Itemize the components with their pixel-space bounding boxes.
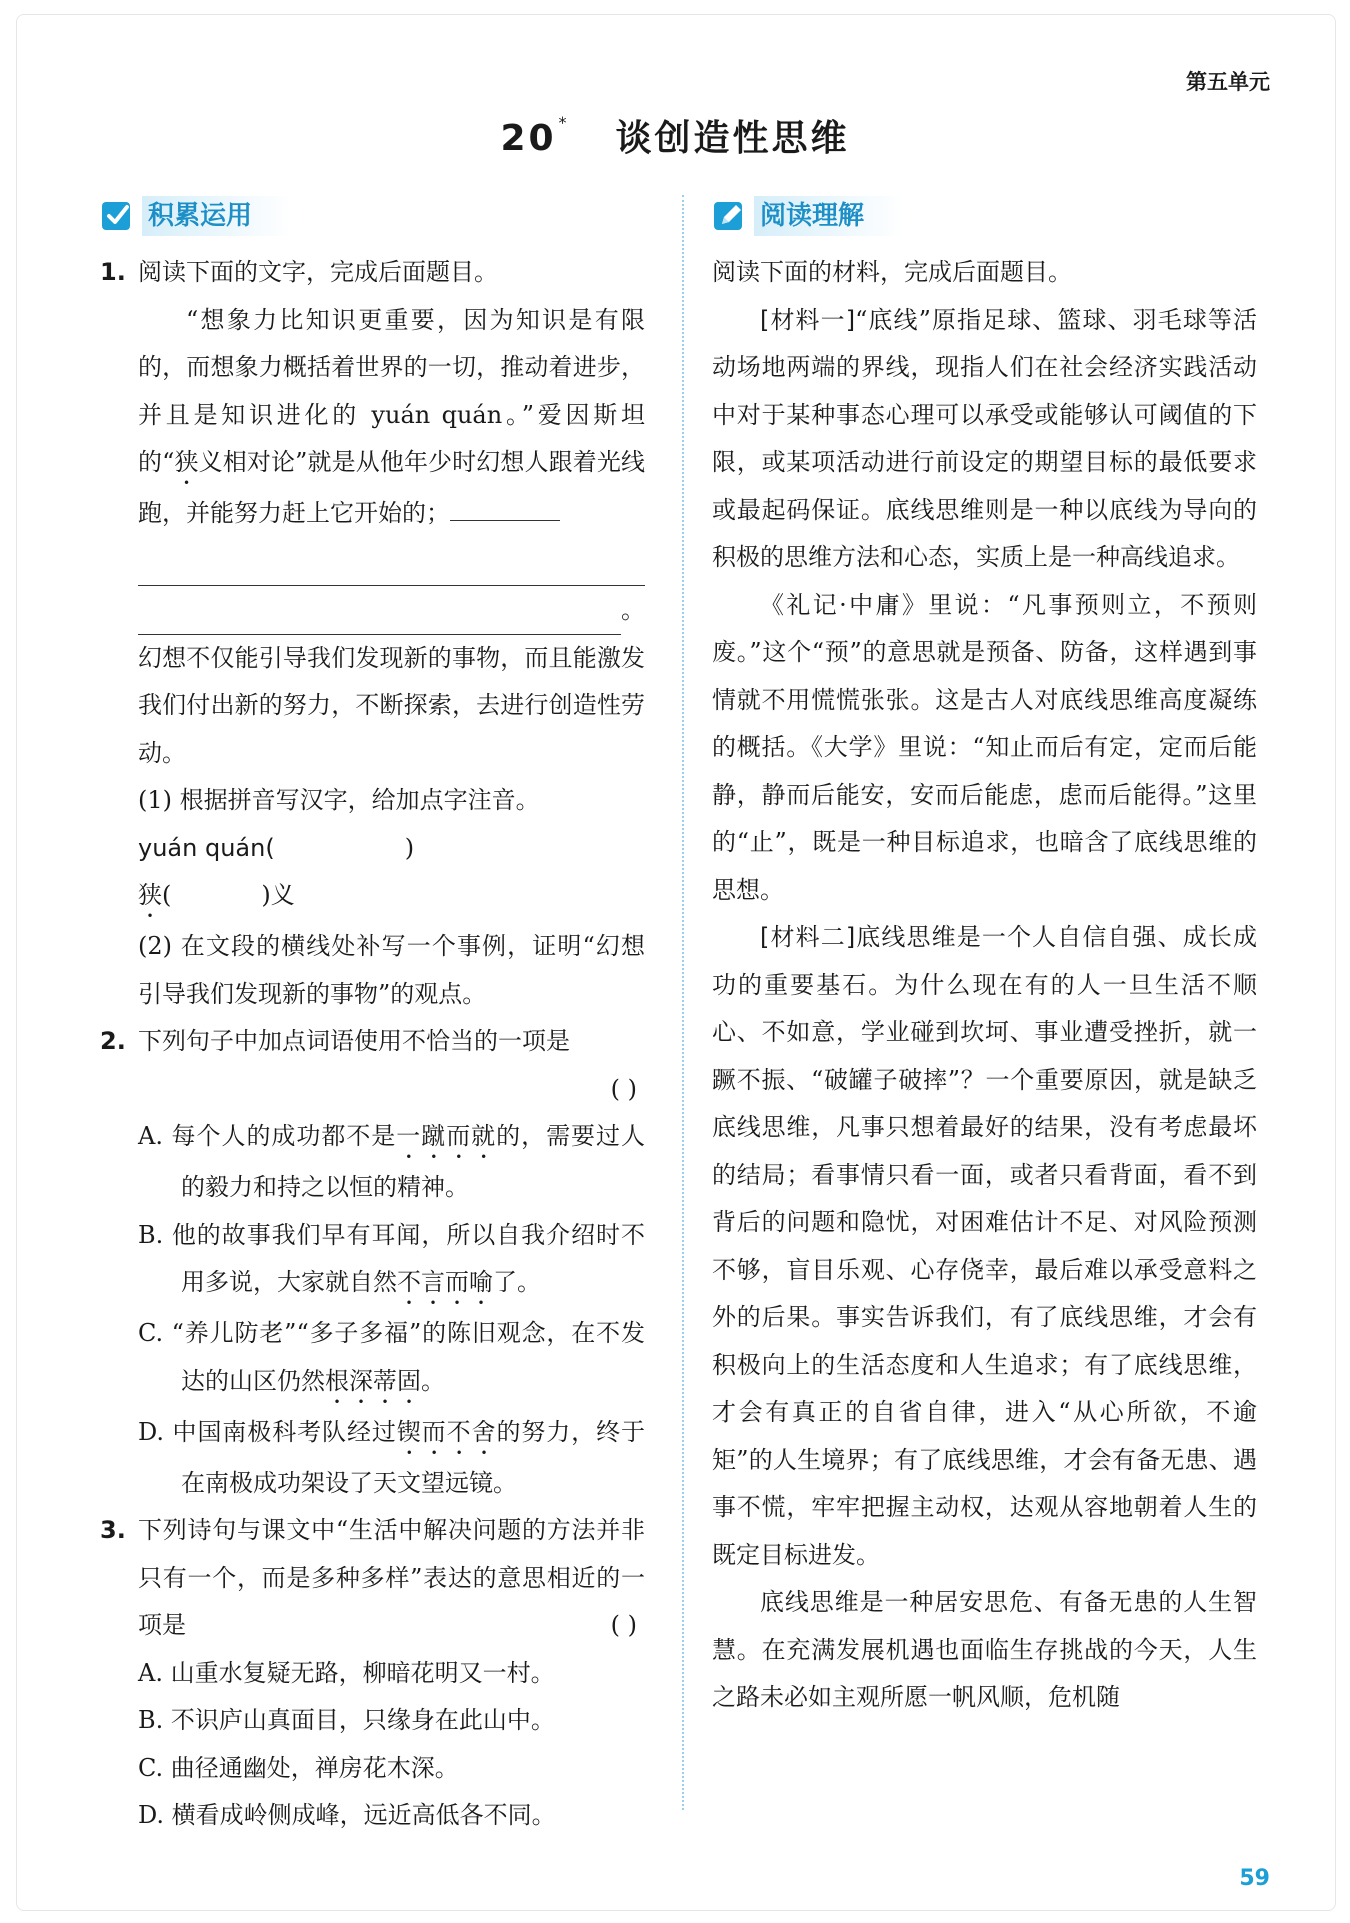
question-2 [100, 1018, 645, 1507]
checkbox-pencil-icon [100, 198, 136, 234]
char-pinyin-row: 狭( )义 [138, 881, 295, 909]
option-b[interactable]: B. 不识庐山真面目，只缘身在此山中。 [138, 1706, 555, 1734]
material-2-paragraph-2: 底线思维是一种居安思危、有备无患的人生智慧。在充满发展机遇也面临生存挑战的今天，人生之路未必如主观所愿一帆风顺，危机随 [712, 1588, 1257, 1711]
question-stem: 阅读下面的文字，完成后面题目。 [138, 258, 498, 286]
sub-question-2: (2) 在文段的横线处补写一个事例，证明“幻想引导我们发现新的事物”的观点。 [138, 932, 645, 1008]
material-1-paragraph-2: 《礼记·中庸》里说：“凡事预则立，不预则废。”这个“预”的意思就是预备、防备，这样遇到事情就不用慌慌张张。这是古人对底线思维高度凝练的概括。《大学》里说：“知止而后有定，定而后能静，静而后能安，安而后能虑，虑而后能得。”这里的“止”，既是一种目标追求，也暗含了底线思维的思想。 [712, 590, 1257, 904]
lesson-title-row [0, 110, 1350, 161]
question-1 [100, 249, 645, 1018]
material-1-tag: [材料一] [760, 305, 856, 334]
option-c[interactable]: C. 曲径通幽处，禅房花木深。 [138, 1753, 459, 1782]
lesson-number: 20 * [500, 113, 570, 159]
option-c[interactable]: C. “养儿防老”“多子多福”的陈旧观念，在不发达的山区仍然根深蒂固。 [138, 1319, 645, 1395]
lesson-title: 谈创造性思维 [615, 118, 850, 159]
section-title: 积累运用 [142, 196, 292, 236]
section-header-accumulation [100, 195, 645, 237]
right-column [712, 195, 1257, 1722]
passage-text: “想象力比知识更重要，因为知识是有限的，而想象力概括着世界的一切，推动着进步，并且是知识进化的 yuán quán。”爱因斯坦的“狭义相对论”就是从他年少时幻想人跟着光线跑，并能努力赶上它开始的； [138, 305, 645, 527]
answer-paren[interactable]: ( ) [610, 1074, 637, 1103]
section-header-reading [712, 195, 1257, 237]
column-divider [682, 195, 684, 1810]
question-stem: 下列句子中加点词语使用不恰当的一项是 [138, 1027, 570, 1055]
question-3 [100, 1507, 645, 1840]
section-title: 阅读理解 [754, 196, 904, 236]
question-number: 1. [100, 258, 126, 286]
pencil-note-icon [712, 198, 748, 234]
lesson-mark: * [558, 113, 570, 132]
answer-paren[interactable]: ( ) [610, 1611, 637, 1639]
material-1-paragraph-1: [材料一]“底线”原指足球、篮球、羽毛球等活动场地两端的界线，现指人们在社会经济实践活动中对于某种事态心理可以承受或能够认可阈值的下限，或某项活动进行前设定的期望目标的最低要求或最起码保证。底线思维则是一种以底线为导向的积极的思维方法和心态，实质上是一种高线追求。 [712, 305, 1257, 571]
reading-intro: 阅读下面的材料，完成后面题目。 [712, 258, 1072, 286]
option-a[interactable]: A. 每个人的成功都不是一蹴而就的，需要过人的毅力和持之以恒的精神。 [138, 1122, 645, 1201]
option-a[interactable]: A. 山重水复疑无路，柳暗花明又一村。 [138, 1658, 555, 1687]
passage-text-continued: 幻想不仅能引导我们发现新的事物，而且能激发我们付出新的努力，不断探索，去进行创造性劳动。 [138, 643, 645, 767]
left-column [100, 195, 645, 1840]
material-2-tag: [材料二] [760, 923, 856, 951]
answer-blank-inline[interactable] [450, 492, 560, 521]
answer-blank-line[interactable] [138, 538, 645, 587]
unit-label: 第五单元 [1186, 70, 1270, 94]
option-b[interactable]: B. 他的故事我们早有耳闻，所以自我介绍时不用多说，大家就自然不言而喻了。 [138, 1220, 645, 1296]
question-number: 2. [100, 1027, 126, 1055]
pinyin-answer-row: yuán quán( ) [138, 833, 415, 862]
option-d[interactable]: D. 中国南极科考队经过锲而不舍的努力，终于在南极成功架设了天文望远镜。 [138, 1417, 646, 1497]
sub-question-1: (1) 根据拼音写汉字，给加点字注音。 [138, 786, 540, 814]
page-number: 59 [1239, 1866, 1270, 1891]
question-number: 3. [100, 1516, 126, 1544]
dotted-char: 狭 [174, 448, 199, 476]
question-stem: 下列诗句与课文中“生活中解决问题的方法并非只有一个，而是多种多样”表达的意思相近的一项是 ( ) [138, 1507, 645, 1650]
period-mark: 。 [621, 596, 645, 624]
answer-blank-line[interactable] [138, 586, 621, 635]
option-d[interactable]: D. 横看成岭侧成峰，远近高低各不同。 [138, 1801, 556, 1829]
material-2-paragraph-1: [材料二]底线思维是一个人自信自强、成长成功的重要基石。为什么现在有的人一旦生活不顺心、不如意，学业碰到坎坷、事业遭受挫折，就一蹶不振、“破罐子破摔”？一个重要原因，就是缺乏底线思维，凡事只想着最好的结果，没有考虑最坏的结局；看事情只看一面，或者只看背面，看不到背后的问题和隐忧，对困难估计不足、对风险预测不够，盲目乐观、心存侥幸，最后难以承受意料之外的后果。事实告诉我们，有了底线思维，才会有积极向上的生活态度和人生追求；有了底线思维，才会有真正的自省自律，进入“从心所欲，不逾矩”的人生境界；有了底线思维，才会有备无患、遇事不慌，牢牢把握主动权，达观从容地朝着人生的既定目标进发。 [712, 923, 1257, 1569]
